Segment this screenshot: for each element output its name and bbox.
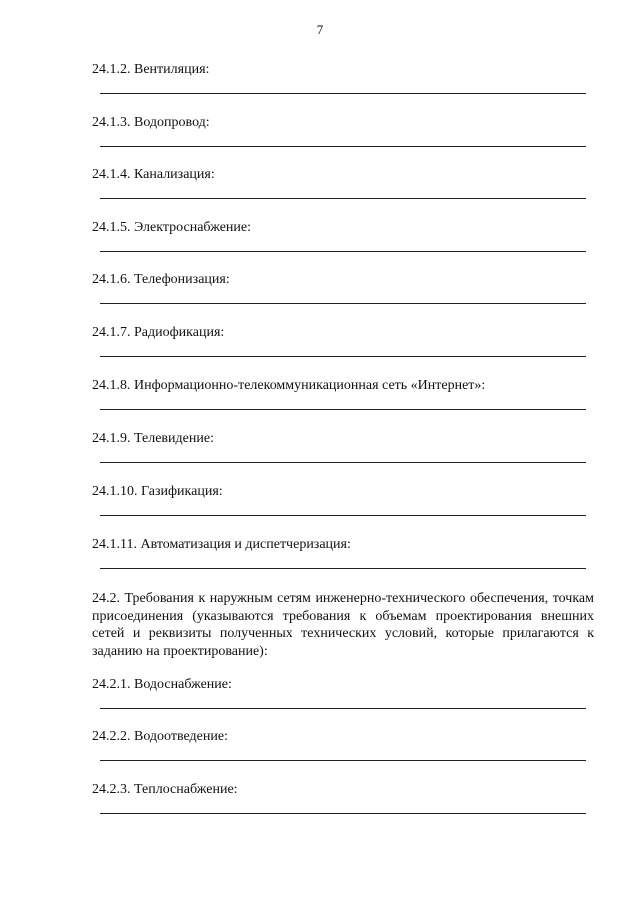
fill-in-line[interactable] <box>100 568 586 569</box>
field-label: 24.1.6. Телефонизация: <box>92 272 230 287</box>
field-label: 24.2.2. Водоотведение: <box>92 729 228 744</box>
fill-in-line[interactable] <box>100 515 586 516</box>
field-label: 24.1.5. Электроснабжение: <box>92 220 251 235</box>
fill-in-line[interactable] <box>100 813 586 814</box>
section-24-2-paragraph: 24.2. Требования к наружным сетям инженерно-технического обеспечения, точкам присоединения (указываются требования к объемам проектирования внешних сетей и реквизиты полученных технических условий, которые прилагаются к заданию на проектирование): <box>92 591 594 659</box>
field-label: 24.1.2. Вентиляция: <box>92 62 210 77</box>
fill-in-line[interactable] <box>100 760 586 761</box>
field-label: 24.1.3. Водопровод: <box>92 115 210 130</box>
fill-in-line[interactable] <box>100 462 586 463</box>
field-label: 24.2.1. Водоснабжение: <box>92 677 232 692</box>
field-label: 24.1.11. Автоматизация и диспетчеризация: <box>92 537 351 552</box>
field-label: 24.1.9. Телевидение: <box>92 431 214 446</box>
fill-in-line[interactable] <box>100 146 586 147</box>
fill-in-line[interactable] <box>100 198 586 199</box>
fill-in-line[interactable] <box>100 93 586 94</box>
field-label: 24.2.3. Теплоснабжение: <box>92 782 238 797</box>
fill-in-line[interactable] <box>100 303 586 304</box>
field-label: 24.1.10. Газификация: <box>92 484 223 499</box>
fill-in-line[interactable] <box>100 708 586 709</box>
fill-in-line[interactable] <box>100 251 586 252</box>
fill-in-line[interactable] <box>100 409 586 410</box>
field-label: 24.1.7. Радиофикация: <box>92 325 225 340</box>
fill-in-line[interactable] <box>100 356 586 357</box>
field-label: 24.1.8. Информационно-телекоммуникационная сеть «Интернет»: <box>92 378 486 393</box>
page-number: 7 <box>316 22 324 37</box>
field-label: 24.1.4. Канализация: <box>92 167 215 182</box>
